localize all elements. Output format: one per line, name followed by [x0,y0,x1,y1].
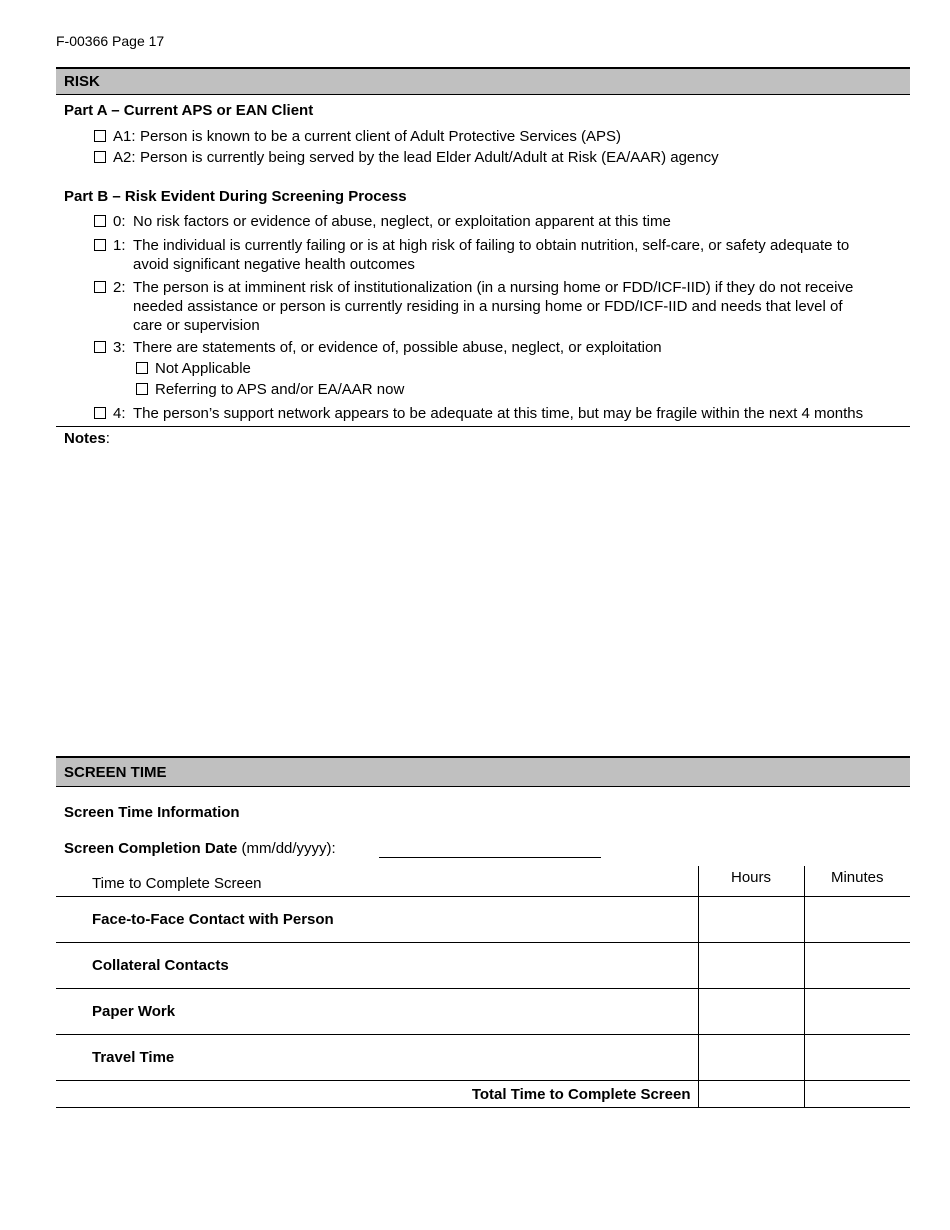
option-code: 0: [113,213,126,230]
screen-time-section-header: SCREEN TIME [56,756,910,787]
screen-time-info-title: Screen Time Information [64,804,240,821]
risk-section-header: RISK [56,67,910,95]
notes-label: Notes: [64,430,110,447]
checkbox[interactable] [94,130,106,142]
column-header-hours: Hours [698,866,804,897]
hours-input[interactable] [698,943,804,989]
total-minutes-input[interactable] [804,1081,910,1108]
checkbox-option-4[interactable] [94,404,863,423]
screen-time-table [56,866,910,1108]
part-b-title: Part B – Risk Evident During Screening Process [64,188,407,205]
option-line: avoid significant negative health outcomes [133,256,415,273]
hours-input[interactable] [698,1035,804,1081]
notes-field[interactable] [64,452,904,748]
checkbox-sub-option-referring[interactable] [136,380,404,399]
checkbox[interactable] [94,341,106,353]
checkbox-sub-option-not-applicable[interactable] [136,359,251,378]
table-row [56,1035,910,1081]
checkbox-option-2[interactable] [94,278,853,335]
option-text [133,404,863,423]
column-header-time: Time to Complete Screen [56,866,698,897]
checkbox-option-a2[interactable] [94,148,719,167]
option-line: care or supervision [133,317,260,334]
option-code: 4: [113,405,126,422]
minutes-input[interactable] [804,897,910,943]
option-line: The individual is currently failing or is at high risk of failing to obtain nutrition, self-care, or safety adequate to [133,237,850,254]
option-text [133,278,853,335]
total-row [56,1081,910,1108]
completion-date-field[interactable] [379,857,601,858]
checkbox[interactable] [94,407,106,419]
checkbox[interactable] [94,281,106,293]
checkbox-option-3[interactable] [94,338,662,357]
row-label: Collateral Contacts [56,943,698,989]
hours-input[interactable] [698,897,804,943]
checkbox-option-0[interactable] [94,212,671,231]
option-text [133,212,671,231]
hours-input[interactable] [698,989,804,1035]
option-text: Referring to APS and/or EA/AAR now [155,381,405,398]
option-line: The person is at imminent risk of institutionalization (in a nursing home or FDD/ICF-IID) if they do not receive [133,279,854,296]
option-code: A2: [113,149,136,166]
table-row [56,989,910,1035]
minutes-input[interactable] [804,1035,910,1081]
total-hours-input[interactable] [698,1081,804,1108]
option-line: The person’s support network appears to be adequate at this time, but may be fragile within the next 4 months [133,405,864,422]
completion-date-label: Screen Completion Date (mm/dd/yyyy): [64,840,336,857]
checkbox-option-a1[interactable] [94,127,621,146]
option-code: 1: [113,237,126,254]
checkbox[interactable] [136,383,148,395]
option-line: No risk factors or evidence of abuse, neglect, or exploitation apparent at this time [133,213,671,230]
minutes-input[interactable] [804,989,910,1035]
row-label: Face-to-Face Contact with Person [56,897,698,943]
option-line: There are statements of, or evidence of, possible abuse, neglect, or exploitation [133,339,662,356]
page-identifier: F-00366 Page 17 [56,33,165,49]
table-row [56,897,910,943]
checkbox[interactable] [94,151,106,163]
option-line: needed assistance or person is currently residing in a nursing home or FDD/ICF-IID and needs that level of [133,298,843,315]
option-text: Person is known to be a current client of Adult Protective Services (APS) [140,128,622,145]
minutes-input[interactable] [804,943,910,989]
checkbox[interactable] [94,215,106,227]
checkbox-option-1[interactable] [94,236,849,274]
row-label: Paper Work [56,989,698,1035]
option-code: 3: [113,339,126,356]
option-text: Not Applicable [155,360,251,377]
option-text [133,338,662,357]
option-code: A1: [113,128,136,145]
table-header-row [56,866,910,897]
option-text [133,236,849,274]
checkbox[interactable] [94,239,106,251]
table-row [56,943,910,989]
column-header-minutes: Minutes [804,866,910,897]
option-code: 2: [113,279,126,296]
part-a-title: Part A – Current APS or EAN Client [64,102,314,119]
checkbox[interactable] [136,362,148,374]
option-text: Person is currently being served by the lead Elder Adult/Adult at Risk (EA/AAR) agency [140,149,719,166]
section-divider [56,426,910,427]
total-label: Total Time to Complete Screen [56,1081,698,1108]
row-label: Travel Time [56,1035,698,1081]
